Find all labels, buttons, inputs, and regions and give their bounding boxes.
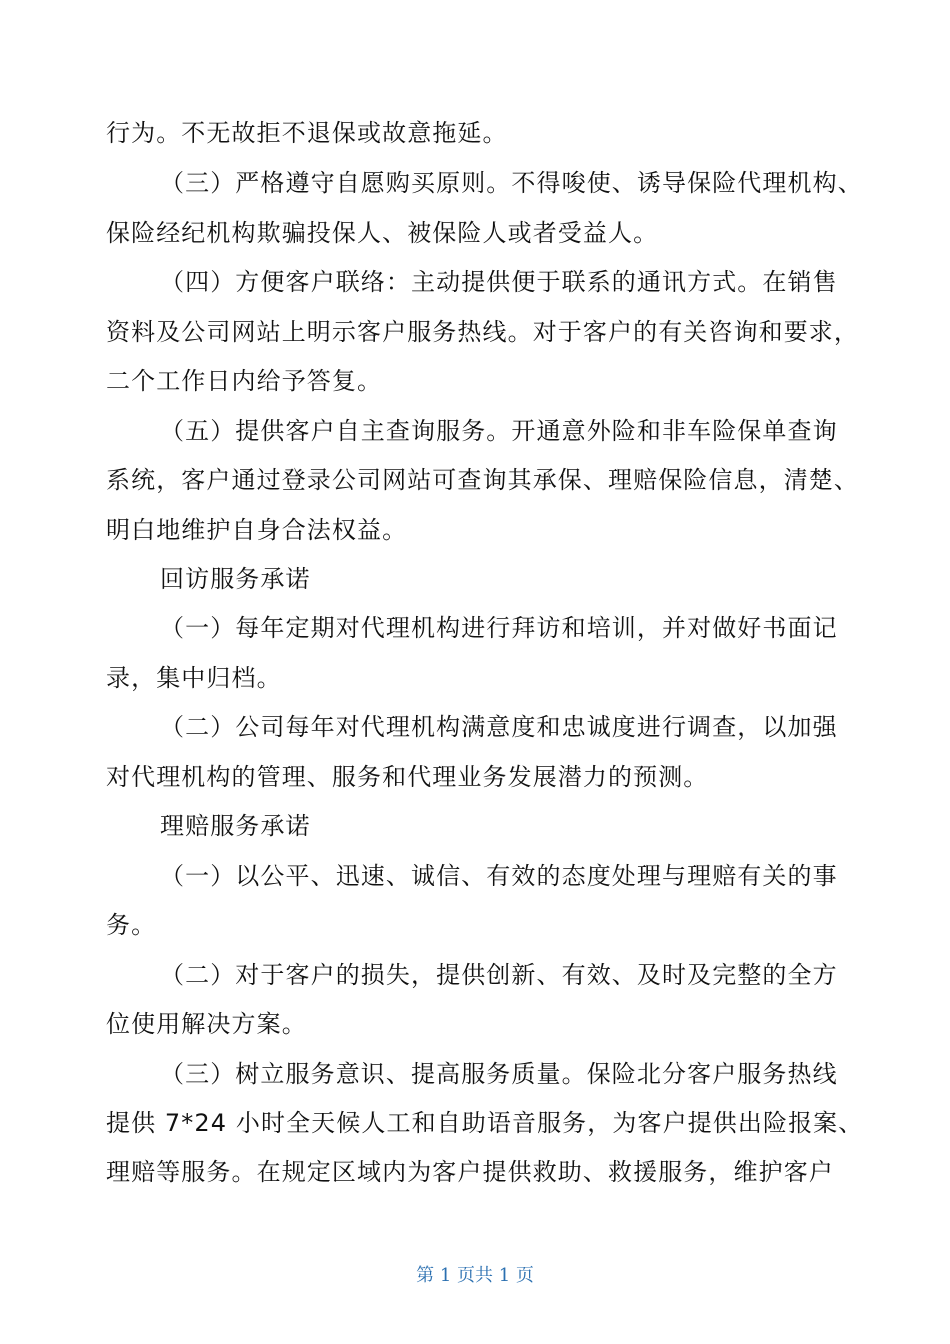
- text-line: 二个工作日内给予答复。: [106, 367, 383, 395]
- section-heading: 理赔服务承诺: [160, 812, 311, 840]
- text-line: 对代理机构的管理、服务和代理业务发展潜力的预测。: [106, 763, 709, 791]
- page-number-footer: 第 1 页共 1 页: [416, 1265, 534, 1286]
- text-line: 提供 7*24 小时全天候人工和自助语音服务，为客户提供出险报案、: [106, 1109, 864, 1137]
- text-line: 务。: [106, 911, 157, 939]
- text-line: 保险经纪机构欺骗投保人、被保险人或者受益人。: [106, 219, 659, 247]
- text-line: （四）方便客户联络：主动提供便于联系的通讯方式。在销售: [160, 268, 838, 296]
- text-line: 系统，客户通过登录公司网站可查询其承保、理赔保险信息，清楚、: [106, 466, 859, 494]
- text-line: 明白地维护自身合法权益。: [106, 516, 408, 544]
- text-line: 行为。不无故拒不退保或故意拖延。: [106, 119, 508, 147]
- text-line: （五）提供客户自主查询服务。开通意外险和非车险保单查询: [160, 417, 838, 445]
- text-line: 录，集中归档。: [106, 664, 282, 692]
- text-line: 资料及公司网站上明示客户服务热线。对于客户的有关咨询和要求，: [106, 318, 859, 346]
- section-heading: 回访服务承诺: [160, 565, 311, 593]
- text-line: （三）严格遵守自愿购买原则。不得唆使、诱导保险代理机构、: [160, 169, 863, 197]
- text-line: （一）每年定期对代理机构进行拜访和培训，并对做好书面记: [160, 614, 838, 642]
- text-line: （二）公司每年对代理机构满意度和忠诚度进行调查，以加强: [160, 713, 838, 741]
- text-line: （三）树立服务意识、提高服务质量。保险北分客户服务热线: [160, 1060, 838, 1088]
- text-line: 理赔等服务。在规定区域内为客户提供救助、救援服务，维护客户: [106, 1158, 834, 1186]
- text-line: （二）对于客户的损失，提供创新、有效、及时及完整的全方: [160, 961, 838, 989]
- text-line: （一）以公平、迅速、诚信、有效的态度处理与理赔有关的事: [160, 862, 838, 890]
- text-line: 位使用解决方案。: [106, 1010, 307, 1038]
